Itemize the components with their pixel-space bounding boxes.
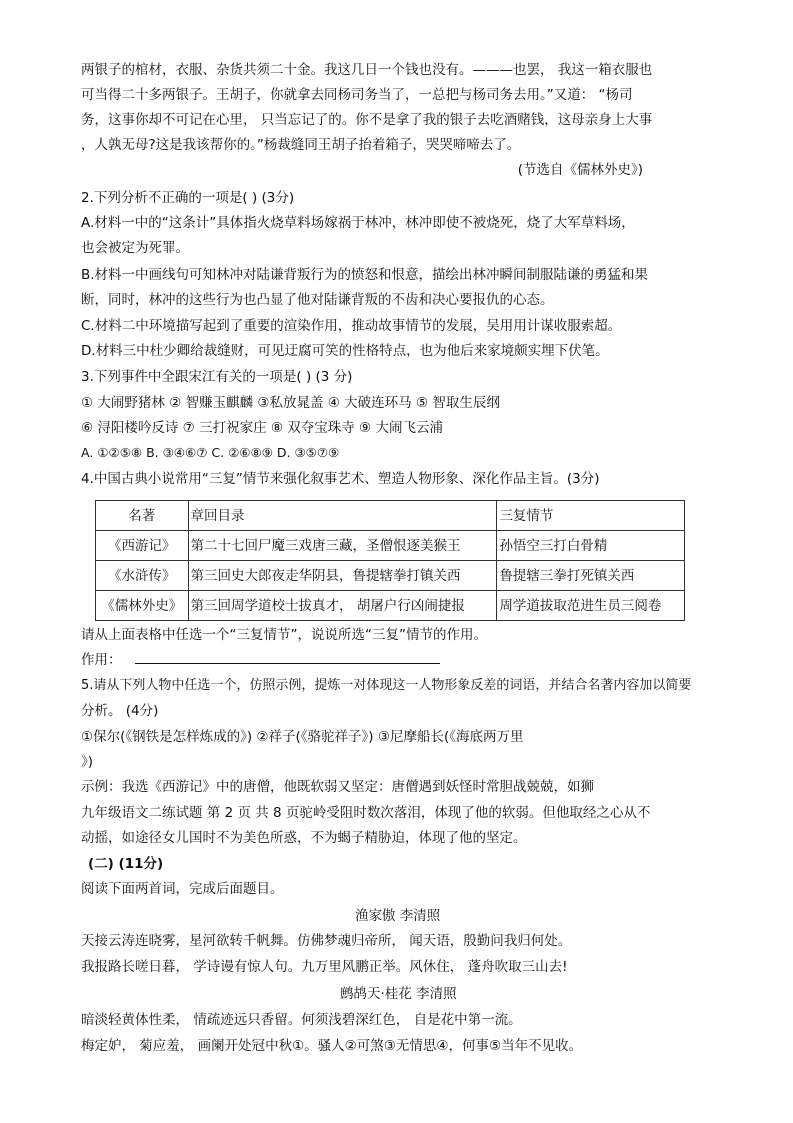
q3-events-row-2: ⑥ 浔阳楼吟反诗 ⑦ 三打祝家庄 ⑧ 双夺宝珠寺 ⑨ 大闹飞云浦 (81, 420, 443, 436)
table-cell: 《西游记》 (96, 531, 189, 561)
passage-line-1: 两银子的棺材，衣服、杂货共须二十金。我这几日一个钱也没有。———也罢， 我这一箱衣服也 (81, 62, 653, 78)
section-2-heading: (二) (11分) (88, 856, 164, 872)
answer-line[interactable] (135, 663, 440, 664)
table-row (96, 561, 685, 591)
table-header-cell: 三复情节 (497, 501, 685, 531)
poem-2-title: 鹧鸪天·桂花 李清照 (340, 986, 457, 1002)
table-cell: 周学道拔取范进生员三阅卷 (497, 591, 685, 621)
table-header-cell: 章回目录 (188, 501, 497, 531)
works-table (95, 500, 685, 621)
q3-stem: 3.下列事件中全跟宋江有关的一项是( ) (3 分) (81, 369, 353, 385)
q2-option-c: C.材料二中环境描写起到了重要的渲染作用，推动故事情节的发展，吴用用计谋收服索超。 (81, 318, 622, 334)
section-2-intro: 阅读下面两首词，完成后面题目。 (81, 881, 284, 897)
q5-stem-line-2: 分析。 (4分) (81, 703, 159, 719)
poem-2-line-2: 梅定妒， 菊应羞， 画阑开处冠中秋①。骚人②可煞③无情思④，何事⑤当年不见收。 (81, 1038, 583, 1054)
q5-example-line-2: 九年级语文二练试题 第 2 页 共 8 页驼岭受阻时数次落泪，体现了他的软弱。但他取经之心从不 (81, 805, 651, 821)
q2-option-b-line-1: B.材料一中画线句可知林冲对陆谦背叛行为的愤怒和恨意，描绘出林冲瞬间制服陆谦的勇猛和果 (81, 267, 649, 283)
q4-instruction: 请从上面表格中任选一个“三复情节”，说说所选“三复”情节的作用。 (81, 627, 487, 643)
table-cell: 鲁提辖三拳打死镇关西 (497, 561, 685, 591)
q5-choices-line-1: ①保尔(《钢铁是怎样炼成的》) ②祥子(《骆驼祥子》) ③尼摩船长(《海底两万里 (81, 729, 524, 745)
table-cell: 第三回周学道校士拔真才， 胡屠户行凶闹捷报 (188, 591, 497, 621)
q3-events-row-1: ① 大闹野猪林 ② 智赚玉麒麟 ③私放晁盖 ④ 大破连环马 ⑤ 智取生辰纲 (81, 395, 500, 411)
poem-1-line-2: 我报路长嗟日暮， 学诗谩有惊人句。九万里风鹏正举。风休住， 蓬舟吹取三山去! (81, 959, 568, 975)
table-cell: 孙悟空三打白骨精 (497, 531, 685, 561)
passage-line-4: ，人孰无母?这是我该帮你的。”杨裁缝同王胡子抬着箱子，哭哭啼啼去了。 (81, 137, 521, 153)
q2-option-a-line-1: A.材料一中的“这条计”具体指火烧草料场嫁祸于林冲，林冲即使不被烧死，烧了大军草料场， (81, 215, 635, 231)
q5-choices-line-2: 》) (81, 754, 94, 770)
passage-line-2: 可当得二十多两银子。王胡子，你就拿去同杨司务当了，一总把与杨司务去用。”又道： “杨司 (81, 87, 633, 103)
table-header-cell: 名著 (96, 501, 189, 531)
table-row (96, 591, 685, 621)
q5-example-line-1: 示例：我选《西游记》中的唐僧，他既软弱又坚定：唐僧遇到妖怪时常胆战兢兢，如狮 (81, 779, 594, 795)
q4-stem: 4.中国古典小说常用“三复”情节来强化叙事艺术、塑造人物形象、深化作品主旨。(3分) (81, 471, 600, 487)
poem-2-line-1: 暗淡轻黄体性柔， 情疏迹远只香留。何须浅碧深红色， 自是花中第一流。 (81, 1012, 522, 1028)
q5-example-line-3: 动摇，如途径女儿国时不为美色所惑，不为蝎子精胁迫，体现了他的坚定。 (81, 830, 527, 846)
table-cell: 第二十七回尸魔三戏唐三藏，圣僧恨逐美猴王 (188, 531, 497, 561)
q2-option-d: D.材料三中杜少卿给裁缝财，可见迂腐可笑的性格特点，也为他后来家境颇实埋下伏笔。 (81, 343, 609, 359)
q4-answer-label: 作用： (81, 652, 122, 668)
q2-option-b-line-2: 断，同时，林冲的这些行为也凸显了他对陆谦背叛的不齿和决心要报仇的心态。 (81, 292, 554, 308)
poem-1-line-1: 天接云涛连晓雾，星河欲转千帆舞。仿佛梦魂归帝所， 闻天语，殷勤问我归何处。 (81, 933, 572, 949)
table-cell: 《水浒传》 (96, 561, 189, 591)
poem-1-title: 渔家傲 李清照 (355, 908, 441, 924)
passage-line-3: 务，这事你却不可记在心里， 只当忘记了的。你不是拿了我的银子去吃酒赌钱，这母亲身上大事 (81, 112, 653, 128)
q2-option-a-line-2: 也会被定为死罪。 (81, 240, 189, 256)
table-row (96, 531, 685, 561)
passage-source: (节选自《儒林外史》) (517, 162, 643, 178)
q5-stem-line-1: 5.请从下列人物中任选一个，仿照示例，提炼一对体现这一人物形象反差的词语，并结合名著内容加以简要 (81, 678, 692, 693)
table-cell: 第三回史大郎夜走华阴县，鲁提辖拳打镇关西 (188, 561, 497, 591)
q3-options: A. ①②⑤⑧ B. ③④⑥⑦ C. ②⑥⑧⑨ D. ③⑤⑦⑨ (81, 445, 340, 460)
q2-stem: 2.下列分析不正确的一项是( ) (3分) (81, 190, 295, 206)
table-cell: 《儒林外史》 (96, 591, 189, 621)
table-header-row (96, 501, 685, 531)
